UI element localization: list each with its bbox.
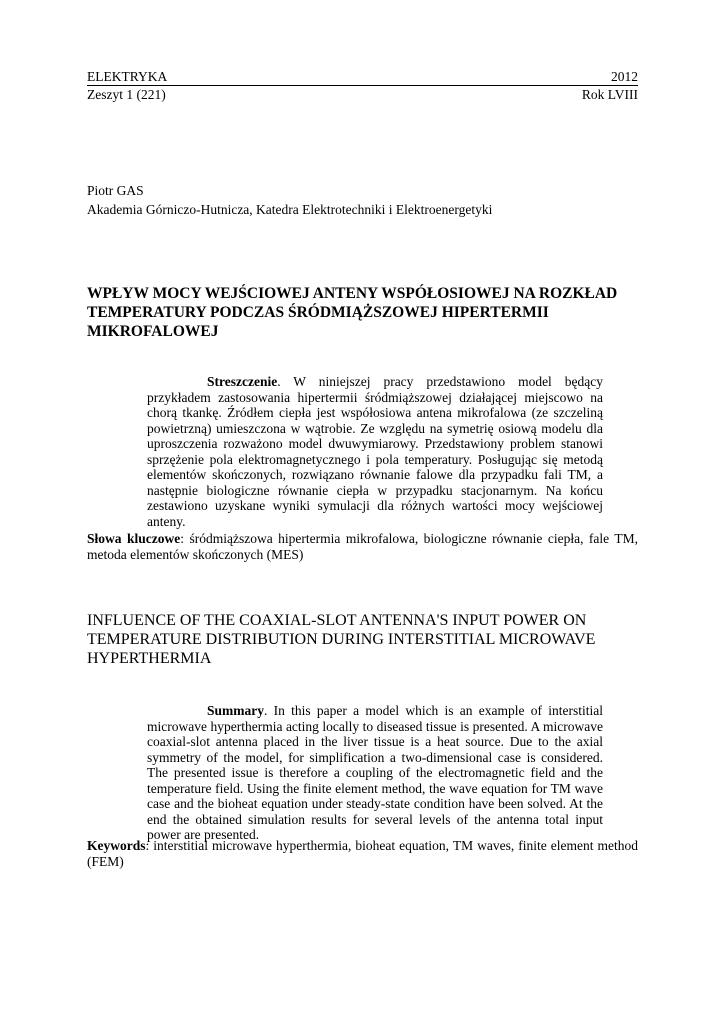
journal-issue: Zeszyt 1 (221): [87, 87, 166, 102]
abstract-english-label: Summary: [207, 703, 264, 718]
author-affiliation: Akademia Górniczo-Hutnicza, Katedra Elektrotechniki i Elektroenergetyki: [87, 202, 493, 217]
abstract-english-text: . In this paper a model which is an example of interstitial microwave hyperthermia acting locally to diseased tissue is presented. A microwave coaxial-slot antenna placed in the liver tissue is a heat source. Due to the axial symmetry of the model, for simplification a two-dimensional case is considered. The presented issue is therefore a coupling of the electromagnetic field and the temperature field. Using the finite element method, the wave equation for TM wave case and the bioheat equation under steady-state condition have been solved. At the end the obtained simulation results for several levels of the antenna total input power are presented.: [147, 703, 603, 842]
header-row-top: [87, 68, 638, 86]
journal-year: 2012: [611, 69, 638, 84]
keywords-polish: [87, 531, 638, 562]
header-row-bottom: [87, 86, 638, 103]
keywords-polish-label: Słowa kluczowe: [87, 531, 181, 546]
journal-header: [87, 68, 638, 103]
keywords-english-label: Keywords: [87, 838, 146, 853]
author-name: Piotr GAS: [87, 183, 144, 198]
keywords-english: [87, 838, 638, 869]
journal-volume: Rok LVIII: [581, 87, 638, 102]
title-polish: WPŁYW MOCY WEJŚCIOWEJ ANTENY WSPÓŁOSIOWEJ NA ROZKŁAD TEMPERATURY PODCZAS ŚRÓDMIĄŻSZOWEJ HIPERTERMII MIKROFALOWEJ: [87, 285, 618, 340]
author-block: [87, 181, 638, 219]
abstract-polish: [147, 374, 603, 529]
keywords-polish-text: : śródmiąższowa hipertermia mikrofalowa, biologiczne równanie ciepła, fale TM, metoda elementów skończonych (MES): [87, 531, 639, 562]
abstract-polish-label: Streszczenie: [207, 374, 278, 389]
journal-name: ELEKTRYKA: [87, 69, 168, 84]
keywords-english-text: : interstitial microwave hyperthermia, bioheat equation, TM waves, finite element method (FEM): [87, 838, 638, 869]
abstract-english: [147, 703, 603, 843]
title-english: INFLUENCE OF THE COAXIAL-SLOT ANTENNA'S INPUT POWER ON TEMPERATURE DISTRIBUTION DURING INTERSTITIAL MICROWAVE HYPERTHERMIA: [87, 612, 596, 667]
abstract-polish-text: . W niniejszej pracy przedstawiono model będący przykładem zastosowania hipertermii śródmiąższowej działającej miejscowo na chorą tkankę. Źródłem ciepła jest współosiowa antena mikrofalowa (ze szczeliną powietrzną) umieszczona w wątrobie. Ze względu na symetrię osiową modelu dla uproszczenia rozważono model dwuwymiarowy. Przedstawiony problem stanowi sprzężenie pola elektromagnetycznego i pola temperatury. Posługując się metodą elementów skończonych, rozwiązano równanie falowe dla przypadku fali TM, a następnie biologiczne równanie ciepła w przypadku stacjonarnym. Na końcu zestawiono uzyskane wyniki symulacji dla różnych wartości mocy wejściowej anteny.: [147, 374, 603, 529]
